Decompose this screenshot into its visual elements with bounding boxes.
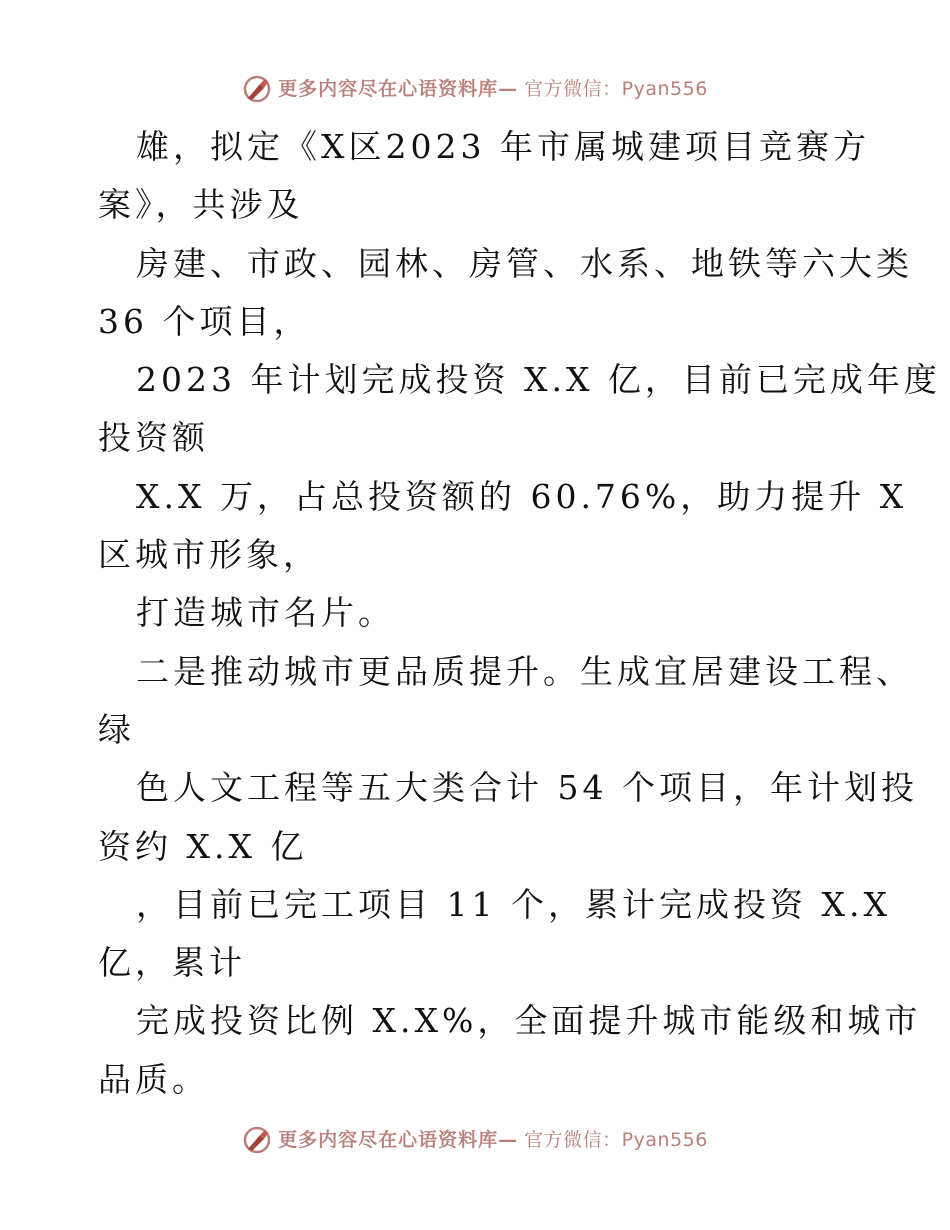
document-body xyxy=(98,118,941,1109)
text-line: 色人文工程等五大类合计 54 个项目，年计划投 xyxy=(136,768,918,808)
text-line: 案》，共涉及 xyxy=(98,185,304,225)
text-line: 亿，累计 xyxy=(98,943,246,983)
watermark-text: 更多内容尽在心语资料库— xyxy=(278,1129,519,1151)
watermark-text: 更多内容尽在心语资料库— xyxy=(278,78,519,100)
pen-nib-logo-icon xyxy=(242,1125,272,1155)
watermark-contact: 官方微信：Pyan556 xyxy=(524,78,708,100)
text-line: 投资额 xyxy=(98,418,209,458)
text-line: ，目前已完工项目 11 个，累计完成投资 X.X xyxy=(136,884,891,924)
footer-watermark xyxy=(0,1125,950,1155)
text-line: 区城市形象， xyxy=(98,535,320,575)
text-line: 2023 年计划完成投资 X.X 亿，目前已完成年度 xyxy=(136,360,941,400)
text-line: 资约 X.X 亿 xyxy=(98,826,308,866)
header-watermark xyxy=(0,74,950,104)
text-line: 品质。 xyxy=(98,1059,209,1099)
text-line: 绿 xyxy=(98,709,135,749)
text-line: 雄，拟定《X区2023 年市属城建项目竞赛方 xyxy=(136,127,870,166)
watermark-contact: 官方微信：Pyan556 xyxy=(524,1129,708,1151)
text-line: 完成投资比例 X.X%，全面提升城市能级和城市 xyxy=(136,1001,922,1041)
pen-nib-logo-icon xyxy=(242,74,272,104)
text-line: 二是推动城市更品质提升。生成宜居建设工程、 xyxy=(136,651,913,691)
text-line: X.X 万，占总投资额的 60.76%，助力提升 X xyxy=(136,476,908,516)
text-line: 打造城市名片。 xyxy=(136,593,395,633)
text-line: 房建、市政、园林、房管、水系、地铁等六大类 xyxy=(136,243,913,283)
text-line: 36 个项目， xyxy=(98,301,311,341)
